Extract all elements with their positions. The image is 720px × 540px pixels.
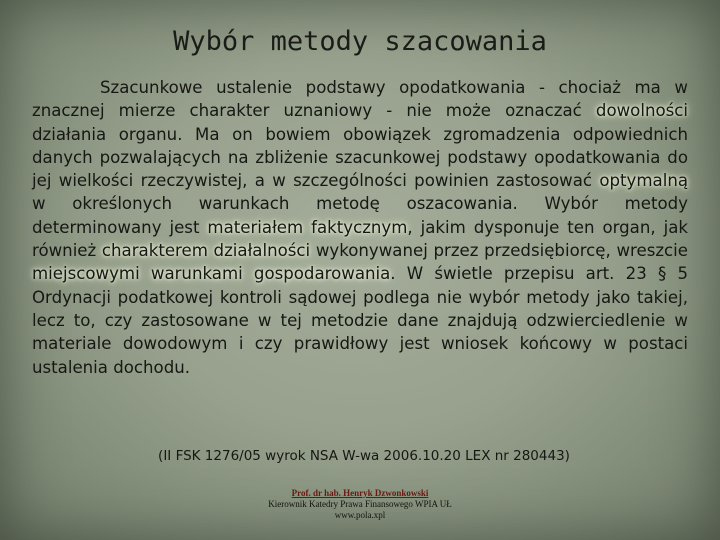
paragraph-text: , jakim dysponuje ten organ, jak również (32, 217, 688, 261)
paragraph-text: w określonych warunkach metodę oszacowania. Wybór metody determinowany jest (32, 194, 688, 237)
author-role: Kierownik Katedry Prawa Finansowego WPIA UŁ (268, 499, 452, 509)
highlight-dowolnosci: dowolności (595, 101, 688, 121)
main-paragraph (32, 76, 688, 379)
author-name[interactable]: Prof. dr hab. Henryk Dzwonkowski (291, 488, 429, 498)
paragraph-text: Szacunkowe ustalenie podstawy opodatkowania - chociaż ma w znacznej mierze charakter uznaniowy - nie może oznaczać (32, 78, 688, 121)
highlight-charakter-dzialalnosci: charakterem działalności (101, 241, 311, 261)
highlight-material-faktyczny: materiałem faktycznym (207, 217, 408, 237)
author-website: www.pola.xpl (334, 510, 386, 520)
slide-title: Wybór metody szacowania (173, 26, 547, 57)
paragraph-text: wykonywanej przez przedsiębiorcę, wreszcie (310, 241, 689, 261)
paragraph-text: działania organu. Ma on bowiem obowiązek zgromadzenia odpowiednich danych pozwalających na zbliżenie szacunkowej podstawy opodatkowania do jej wielkości rzeczywistej, a w szczególności powinien zastosować (32, 124, 688, 191)
paragraph-text: . W świetle przepisu art. 23 § 5 Ordynacji podatkowej kontroli sądowej podlega nie wybór metody jako takiej, lecz to, czy zastosowane w tej metodzie dane znajdują odzwierciedlenie w materiale dowodowym i czy prawidłowy jest wniosek końcowy w postaci ustalenia dochodu. (32, 264, 689, 377)
citation: (II FSK 1276/05 wyrok NSA W-wa 2006.10.20 LEX nr 280443) (158, 448, 570, 464)
highlight-optymalna: optymalną (599, 171, 688, 191)
highlight-miejscowe-warunki: miejscowymi warunkami gospodarowania (32, 264, 391, 284)
author-block (0, 488, 720, 521)
